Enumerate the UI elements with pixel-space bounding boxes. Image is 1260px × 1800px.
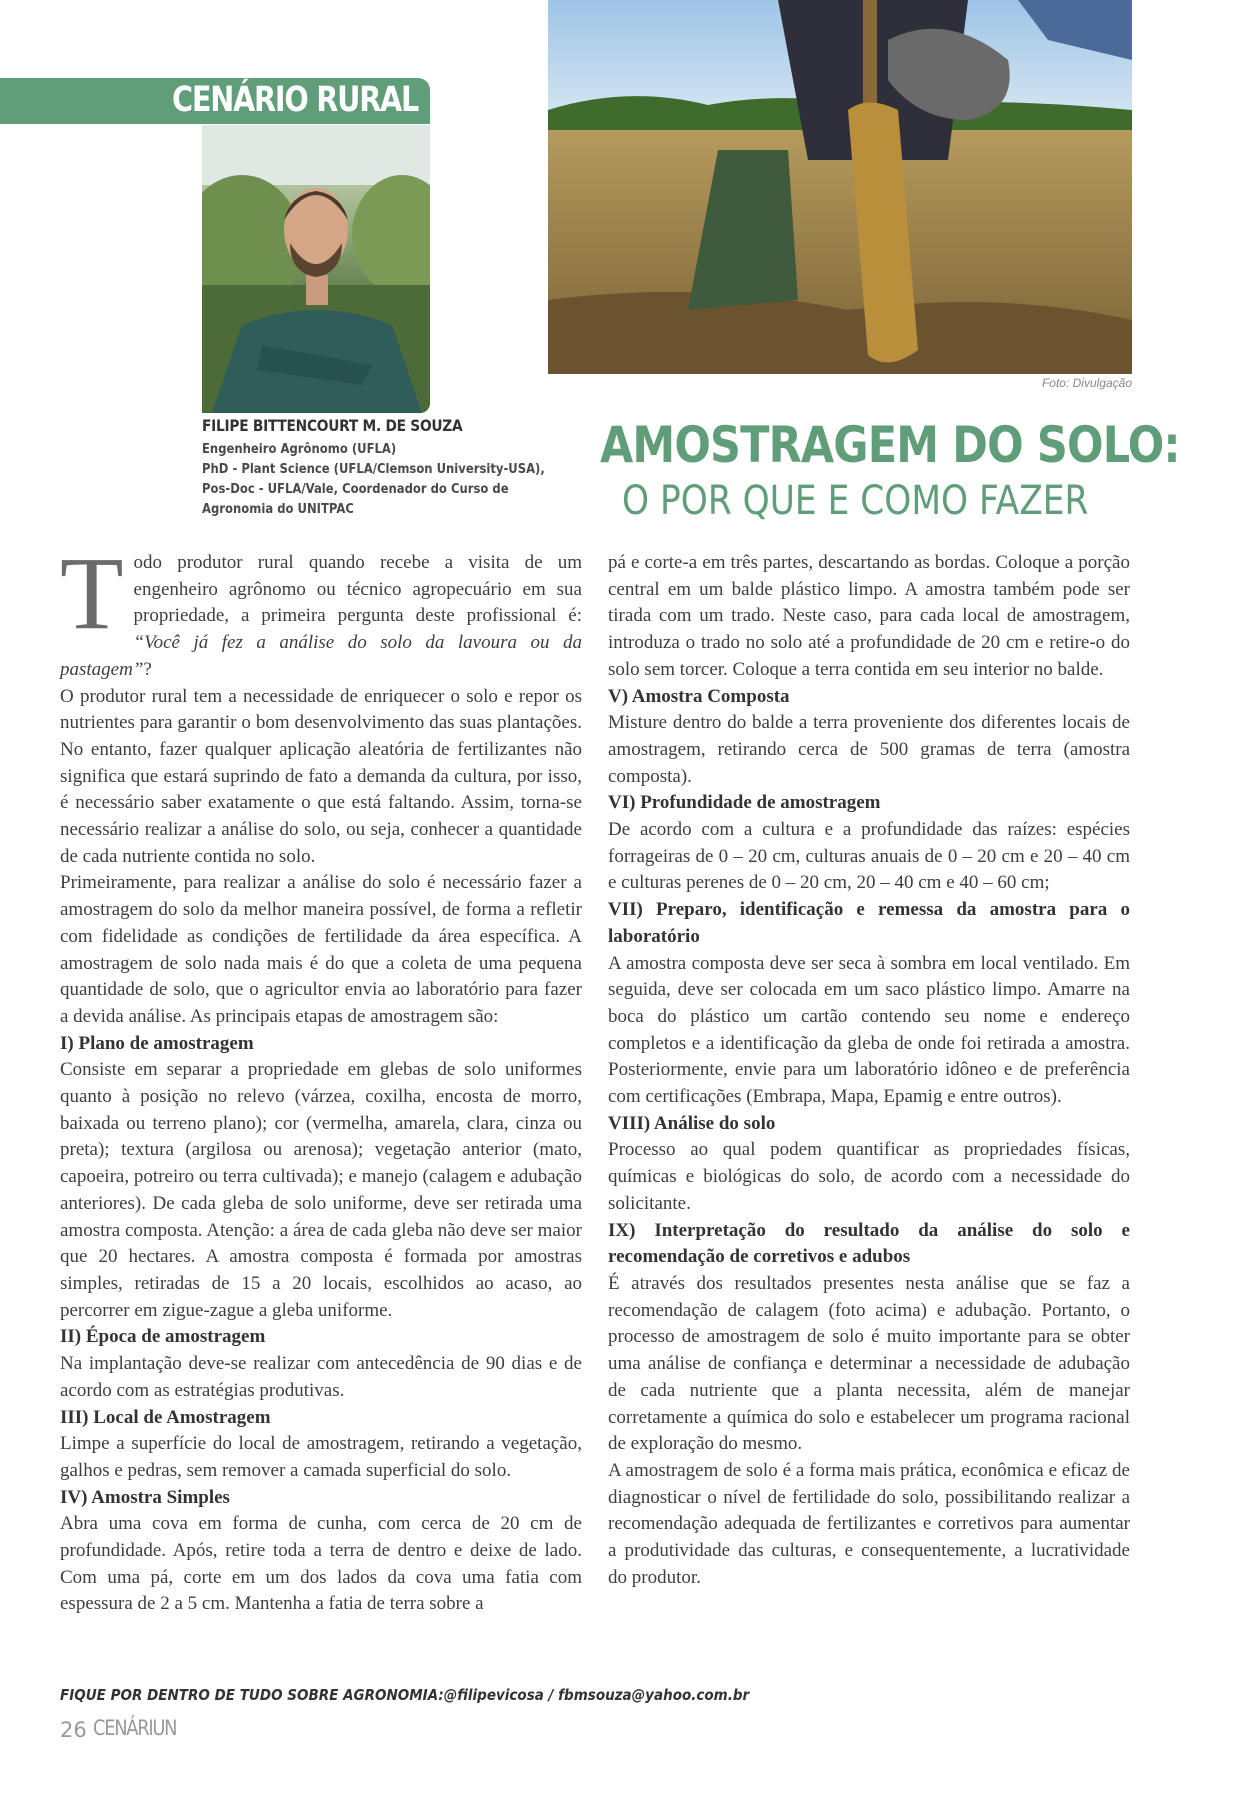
section-heading: V) Amostra Composta <box>608 685 790 707</box>
article-subtitle: O POR QUE E COMO FAZER <box>622 478 1089 524</box>
section-heading: III) Local de Amostragem <box>60 1406 271 1428</box>
intro-quote-end: ? <box>143 658 152 680</box>
paragraph: Processo ao qual podem quantificar as propriedades físicas, químicas e biológicas do solo, de acordo com a necessidade do solicitante. <box>608 1139 1130 1214</box>
closing-paragraph: A amostragem de solo é a forma mais prática, econômica e eficaz de diagnosticar o nível de fertilidade do solo, possibilitando realizar a recomendação adequada de fertilizantes e corretivos para aumentar a produtividade das culturas, e consequentemente, a lucratividade do produtor. <box>608 1459 1130 1588</box>
author-photo <box>202 125 430 413</box>
paragraph: O produtor rural tem a necessidade de enriquecer o solo e repor os nutrientes para garantir o bom desenvolvimento das suas plantações. No entanto, fazer qualquer aplicação aleatória de fertilizantes não significa que estará suprindo de fato a demanda da cultura, por isso, é necessário saber exatamente o que está faltando. Assim, torna-se necessário realizar a análise do solo, ou seja, conhecer a quantidade de cada nutriente contida no solo. <box>60 685 582 867</box>
section-heading: VIII) Análise do solo <box>608 1112 776 1134</box>
paragraph: Consiste em separar a propriedade em glebas de solo uniformes quanto à posição no relevo (várzea, coxilha, encosta de morro, baixada ou terreno plano); cor (vermelha, amarela, clara, cinza ou preta); textura (argilosa ou arenosa); vegetação anterior (mato, capoeira, potreiro ou terra cultivada); e manejo (calagem e adubação anteriores). De cada gleba de solo uniforme, deve ser retirada uma amostra composta. Atenção: a área de cada gleba não deve ser maior que 20 hectares. A amostra composta é formada por amostras simples, retiradas de 15 a 20 locais, escolhidos ao acaso, ao percorrer em zigue-zague a gleba uniforme. <box>60 1059 582 1321</box>
article-title: AMOSTRAGEM DO SOLO: <box>600 416 1180 474</box>
author-name: FILIPE BITTENCOURT M. DE SOUZA <box>202 416 463 435</box>
paragraph: É através dos resultados presentes nesta análise que se faz a recomendação de calagem (foto acima) e adubação. Portanto, o processo de amostragem de solo é muito importante para se obter uma análise de confiança e determinar a necessidade de adubação de cada nutriente que a planta necessita, além de manejar corretamente a química do solo e estabelecer um programa racional de exploração do mesmo. <box>608 1272 1130 1455</box>
footer-contact-line: FIQUE POR DENTRO DE TUDO SOBRE AGRONOMIA:@filipevicosa / fbmsouza@yahoo.com.br <box>60 1686 750 1704</box>
intro-text: odo produtor rural quando recebe a visita de um engenheiro agrônomo ou técnico agropecuário em sua propriedade, a primeira pergunta deste profissional é: <box>133 552 582 627</box>
paragraph: Na implantação deve-se realizar com antecedência de 90 dias e de acordo com as estratégias produtivas. <box>60 1353 582 1401</box>
author-info <box>202 416 562 519</box>
magazine-logo: CENÁRIUN <box>93 1716 177 1740</box>
photo-credit: Foto: Divulgação <box>1041 376 1132 390</box>
body-column-right <box>608 550 1130 1591</box>
section-heading: VII) Preparo, identificação e remessa da amostra para o laboratório <box>608 899 1130 947</box>
author-credential: PhD - Plant Science (UFLA/Clemson University-USA), <box>202 461 545 477</box>
section-heading: IX) Interpretação do resultado da análise do solo e recomendação de corretivos e adubos <box>608 1219 1130 1268</box>
paragraph-continued: pá e corte-a em três partes, descartando as bordas. Coloque a porção central em um balde plástico limpo. A amostra também pode ser tirada com um trado. Neste caso, para cada local de amostragem, introduza o trado no solo até a profundidade de 20 cm e retire-o do solo sem torcer. Coloque a terra contida em seu interior no balde. <box>608 552 1130 680</box>
page-number: 26 <box>60 1718 87 1742</box>
intro-paragraph <box>60 536 582 684</box>
section-heading: I) Plano de amostragem <box>60 1032 254 1054</box>
section-heading: IV) Amostra Simples <box>60 1486 230 1508</box>
paragraph: A amostra composta deve ser seca à sombra em local ventilado. Em seguida, deve ser colocada em um saco plástico limpo. Amarre na boca do plástico um cartão contendo seu nome e endereço completos e a identificação da gleba de onde foi retirada a amostra. Posteriormente, envie para um laboratório idôneo e de preferência com certificações (Embrapa, Mapa, Epamig e entre outros). <box>608 952 1130 1108</box>
paragraph: Misture dentro do balde a terra proveniente dos diferentes locais de amostragem, retirando cerca de 500 gramas de terra (amostra composta). <box>608 712 1130 787</box>
paragraph: De acordo com a cultura e a profundidade das raízes: espécies forrageiras de 0 – 20 cm, culturas anuais de 0 – 20 cm e 20 – 40 cm e culturas perenes de 0 – 20 cm, 20 – 40 cm e 40 – 60 cm; <box>608 819 1130 894</box>
author-credential: Agronomia do UNITPAC <box>202 501 354 517</box>
section-label: CENÁRIO RURAL <box>171 80 418 120</box>
section-heading: II) Época de amostragem <box>60 1326 266 1348</box>
intro-quote: “Você já fez a análise do solo da lavoura ou da pastagem” <box>60 632 582 680</box>
section-banner <box>0 78 430 124</box>
drop-cap: T <box>60 536 124 651</box>
paragraph: Limpe a superfície do local de amostragem, retirando a vegetação, galhos e pedras, sem remover a camada superficial do solo. <box>60 1433 582 1481</box>
paragraph: Abra uma cova em forma de cunha, com cerca de 20 cm de profundidade. Após, retire toda a terra de dentro e deixe de lado. Com uma pá, corte em um dos lados da cova uma fatia com espessura de 2 a 5 cm. Mantenha a fatia de terra sobre a <box>60 1513 582 1615</box>
body-column-left <box>60 536 582 1618</box>
author-credential: Pos-Doc - UFLA/Vale, Coordenador do Curso de <box>202 481 509 497</box>
hero-photo <box>548 0 1132 374</box>
section-heading: VI) Profundidade de amostragem <box>608 792 881 814</box>
author-credential: Engenheiro Agrônomo (UFLA) <box>202 441 397 457</box>
paragraph: Primeiramente, para realizar a análise do solo é necessário fazer a amostragem do solo da melhor maneira possível, de forma a refletir com fidelidade as condições de fertilidade da área específica. A amostragem de solo nada mais é do que a coleta de uma pequena quantidade de solo, que o agricultor envia ao laboratório para fazer a devida análise. As principais etapas de amostragem são: <box>60 872 582 1027</box>
